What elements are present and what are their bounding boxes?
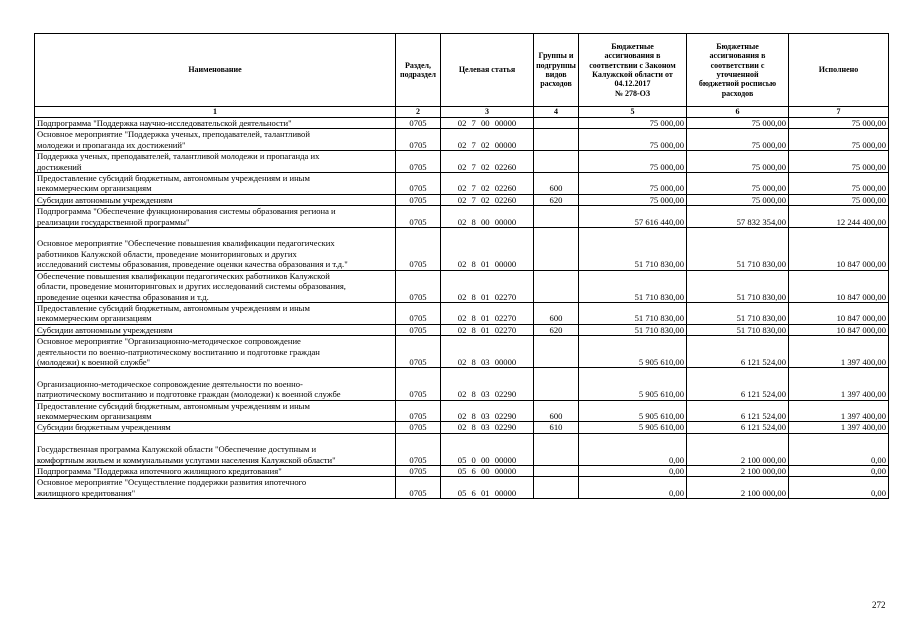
row-revised-amount: 2 100 000,00 — [687, 477, 789, 499]
row-revised-amount: 6 121 524,00 — [687, 400, 789, 422]
header-section: Раздел, подраздел — [396, 34, 441, 107]
row-executed-amount: 12 244 400,00 — [789, 206, 889, 228]
row-law-amount: 5 905 610,00 — [579, 368, 687, 400]
row-law-amount: 0,00 — [579, 466, 687, 477]
row-section: 0705 — [396, 368, 441, 400]
table-row — [35, 477, 889, 499]
row-group — [534, 129, 579, 151]
row-executed-amount: 0,00 — [789, 477, 889, 499]
row-section: 0705 — [396, 433, 441, 465]
row-law-amount: 0,00 — [579, 433, 687, 465]
row-law-amount: 75 000,00 — [579, 173, 687, 195]
row-executed-amount: 1 397 400,00 — [789, 368, 889, 400]
row-group: 600 — [534, 302, 579, 324]
row-executed-amount: 1 397 400,00 — [789, 422, 889, 433]
row-law-amount: 0,00 — [579, 477, 687, 499]
row-executed-amount: 75 000,00 — [789, 194, 889, 205]
row-section: 0705 — [396, 228, 441, 271]
row-name: Основное мероприятие "Поддержка ученых, преподавателей, талантливой молодежи и пропаганда их достижений" — [35, 129, 396, 151]
table-row — [35, 228, 889, 271]
table-row — [35, 368, 889, 400]
row-revised-amount: 75 000,00 — [687, 173, 789, 195]
row-executed-amount: 10 847 000,00 — [789, 302, 889, 324]
column-number: 1 — [35, 107, 396, 118]
row-name: Подпрограмма "Поддержка научно-исследовательской деятельности" — [35, 118, 396, 129]
row-law-amount: 5 905 610,00 — [579, 336, 687, 368]
row-section: 0705 — [396, 270, 441, 302]
row-executed-amount: 10 847 000,00 — [789, 324, 889, 335]
header-name: Наименование — [35, 34, 396, 107]
row-revised-amount: 6 121 524,00 — [687, 422, 789, 433]
row-group — [534, 466, 579, 477]
row-name: Обеспечение повышения квалификации педагогических работников Калужской области, проведение мониторинговых и других исследований системы образования, проведение оценки качества образования и т.д. — [35, 270, 396, 302]
row-group — [534, 433, 579, 465]
row-group: 600 — [534, 400, 579, 422]
row-revised-amount: 6 121 524,00 — [687, 336, 789, 368]
row-target-code: 02 8 03 00000 — [441, 336, 534, 368]
row-group: 600 — [534, 173, 579, 195]
row-group — [534, 368, 579, 400]
row-revised-amount: 75 000,00 — [687, 129, 789, 151]
row-law-amount: 75 000,00 — [579, 129, 687, 151]
row-target-code: 02 7 00 00000 — [441, 118, 534, 129]
table-row — [35, 270, 889, 302]
row-target-code: 05 6 00 00000 — [441, 466, 534, 477]
row-group — [534, 151, 579, 173]
row-section: 0705 — [396, 477, 441, 499]
row-law-amount: 51 710 830,00 — [579, 270, 687, 302]
row-target-code: 02 8 03 02290 — [441, 368, 534, 400]
row-revised-amount: 6 121 524,00 — [687, 368, 789, 400]
row-section: 0705 — [396, 206, 441, 228]
row-executed-amount: 1 397 400,00 — [789, 400, 889, 422]
row-group — [534, 270, 579, 302]
column-number: 5 — [579, 107, 687, 118]
row-target-code: 05 6 01 00000 — [441, 477, 534, 499]
row-law-amount: 75 000,00 — [579, 194, 687, 205]
row-group — [534, 477, 579, 499]
table-row — [35, 194, 889, 205]
table-row — [35, 173, 889, 195]
row-executed-amount: 0,00 — [789, 433, 889, 465]
row-revised-amount: 51 710 830,00 — [687, 270, 789, 302]
table-row — [35, 433, 889, 465]
row-section: 0705 — [396, 400, 441, 422]
row-name: Подпрограмма "Обеспечение функционирования системы образования региона и реализации государственной программы" — [35, 206, 396, 228]
row-target-code: 05 0 00 00000 — [441, 433, 534, 465]
column-number: 2 — [396, 107, 441, 118]
table-row — [35, 336, 889, 368]
row-law-amount: 51 710 830,00 — [579, 302, 687, 324]
row-name: Основное мероприятие "Организационно-методическое сопровождение деятельности по военно-патриотическому воспитанию и подготовке граждан (молодежи) к военной службе" — [35, 336, 396, 368]
page-number: 272 — [872, 600, 886, 610]
row-law-amount: 5 905 610,00 — [579, 422, 687, 433]
row-revised-amount: 75 000,00 — [687, 118, 789, 129]
row-executed-amount: 75 000,00 — [789, 151, 889, 173]
header-target: Целевая статья — [441, 34, 534, 107]
row-group — [534, 118, 579, 129]
row-target-code: 02 8 01 02270 — [441, 324, 534, 335]
row-law-amount: 57 616 440,00 — [579, 206, 687, 228]
row-section: 0705 — [396, 151, 441, 173]
column-number: 6 — [687, 107, 789, 118]
row-name: Субсидии бюджетным учреждениям — [35, 422, 396, 433]
row-target-code: 02 8 03 02290 — [441, 422, 534, 433]
row-law-amount: 51 710 830,00 — [579, 324, 687, 335]
header-executed: Исполнено — [789, 34, 889, 107]
row-target-code: 02 8 01 02270 — [441, 302, 534, 324]
row-law-amount: 75 000,00 — [579, 118, 687, 129]
row-name: Основное мероприятие "Осуществление поддержки развития ипотечного жилищного кредитования" — [35, 477, 396, 499]
row-revised-amount: 2 100 000,00 — [687, 433, 789, 465]
row-law-amount: 5 905 610,00 — [579, 400, 687, 422]
row-executed-amount: 10 847 000,00 — [789, 228, 889, 271]
row-target-code: 02 8 01 02270 — [441, 270, 534, 302]
row-section: 0705 — [396, 129, 441, 151]
row-revised-amount: 57 832 354,00 — [687, 206, 789, 228]
row-target-code: 02 7 02 02260 — [441, 173, 534, 195]
row-section: 0705 — [396, 336, 441, 368]
row-revised-amount: 75 000,00 — [687, 151, 789, 173]
column-number: 7 — [789, 107, 889, 118]
row-executed-amount: 0,00 — [789, 466, 889, 477]
row-name: Основное мероприятие "Обеспечение повышения квалификации педагогических работников Калужской области, проведение мониторинговых и других исследований системы образования, проведение оценки качества образования и т.д." — [35, 228, 396, 271]
row-target-code: 02 7 02 02260 — [441, 151, 534, 173]
header-group: Группы и подгруппы видов расходов — [534, 34, 579, 107]
header-row — [35, 34, 889, 107]
row-name: Предоставление субсидий бюджетным, автономным учреждениям и иным некоммерческим организациям — [35, 400, 396, 422]
row-section: 0705 — [396, 422, 441, 433]
row-group: 620 — [534, 194, 579, 205]
row-executed-amount: 75 000,00 — [789, 173, 889, 195]
row-revised-amount: 51 710 830,00 — [687, 302, 789, 324]
table-row — [35, 400, 889, 422]
row-group — [534, 228, 579, 271]
row-name: Субсидии автономным учреждениям — [35, 324, 396, 335]
row-revised-amount: 51 710 830,00 — [687, 324, 789, 335]
row-revised-amount: 75 000,00 — [687, 194, 789, 205]
row-target-code: 02 8 00 00000 — [441, 206, 534, 228]
row-revised-amount: 51 710 830,00 — [687, 228, 789, 271]
table-row — [35, 118, 889, 129]
row-section: 0705 — [396, 118, 441, 129]
row-name: Государственная программа Калужской области "Обеспечение доступным и комфортным жильем и коммунальными услугами населения Калужской области" — [35, 433, 396, 465]
row-law-amount: 75 000,00 — [579, 151, 687, 173]
row-target-code: 02 8 03 02290 — [441, 400, 534, 422]
row-section: 0705 — [396, 324, 441, 335]
row-target-code: 02 7 02 00000 — [441, 129, 534, 151]
table-row — [35, 324, 889, 335]
row-name: Организационно-методическое сопровождение деятельности по военно- патриотическому воспитанию и подготовке граждан (молодежи) к военной службе — [35, 368, 396, 400]
table-row — [35, 129, 889, 151]
row-group — [534, 336, 579, 368]
row-target-code: 02 8 01 00000 — [441, 228, 534, 271]
row-name: Подпрограмма "Поддержка ипотечного жилищного кредитования" — [35, 466, 396, 477]
row-name: Предоставление субсидий бюджетным, автономным учреждениям и иным некоммерческим организациям — [35, 302, 396, 324]
row-section: 0705 — [396, 173, 441, 195]
row-target-code: 02 7 02 02260 — [441, 194, 534, 205]
row-name: Предоставление субсидий бюджетным, автономным учреждениям и иным некоммерческим организациям — [35, 173, 396, 195]
column-number-row — [35, 107, 889, 118]
header-law: Бюджетные ассигнования в соответствии с Законом Калужской области от 04.12.2017 № 278-ОЗ — [579, 34, 687, 107]
row-law-amount: 51 710 830,00 — [579, 228, 687, 271]
row-name: Субсидии автономным учреждениям — [35, 194, 396, 205]
header-revised: Бюджетные ассигнования в соответствии с уточненной бюджетной росписью расходов — [687, 34, 789, 107]
row-group — [534, 206, 579, 228]
table-row — [35, 466, 889, 477]
row-revised-amount: 2 100 000,00 — [687, 466, 789, 477]
budget-table — [34, 33, 889, 499]
row-executed-amount: 1 397 400,00 — [789, 336, 889, 368]
column-number: 3 — [441, 107, 534, 118]
row-executed-amount: 75 000,00 — [789, 118, 889, 129]
row-section: 0705 — [396, 194, 441, 205]
table-row — [35, 422, 889, 433]
table-row — [35, 206, 889, 228]
row-executed-amount: 10 847 000,00 — [789, 270, 889, 302]
table-row — [35, 302, 889, 324]
row-executed-amount: 75 000,00 — [789, 129, 889, 151]
row-group: 610 — [534, 422, 579, 433]
table-row — [35, 151, 889, 173]
row-section: 0705 — [396, 466, 441, 477]
row-group: 620 — [534, 324, 579, 335]
column-number: 4 — [534, 107, 579, 118]
row-name: Поддержка ученых, преподавателей, талантливой молодежи и пропаганда их достижений — [35, 151, 396, 173]
row-section: 0705 — [396, 302, 441, 324]
